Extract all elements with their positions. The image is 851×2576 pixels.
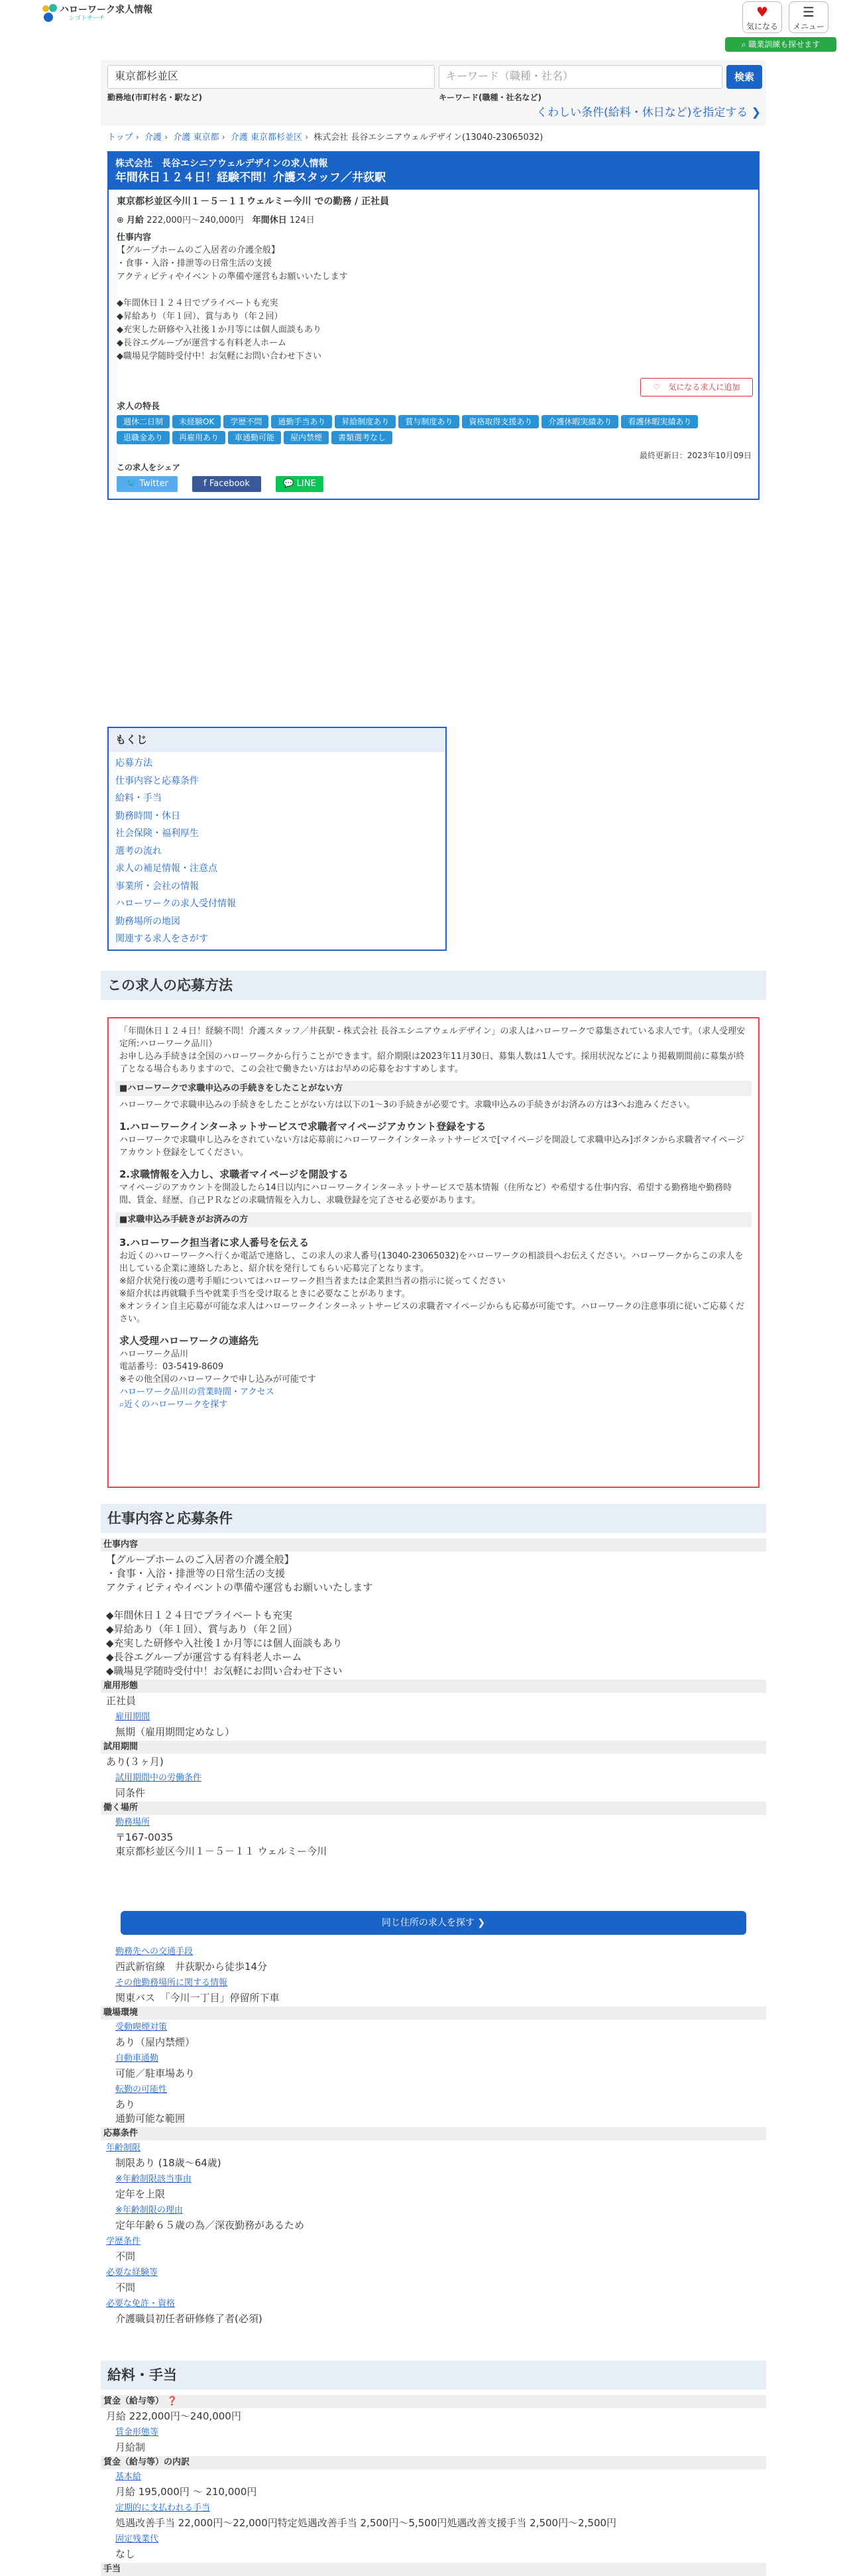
breadcrumb-care[interactable]: 介護 (144, 133, 162, 143)
pay-table (101, 2395, 766, 2576)
apply-intro: 「年間休日１２４日！経験不問！介護スタッフ／井荻駅 - 株式会社 長谷エシニアウェルデザイン」の求人はハローワークで募集されている求人です。（求人受理安定所:ハローワーク品川） (119, 1026, 746, 1049)
hw-name: ハローワーク品川 (119, 1349, 189, 1359)
toc-item[interactable]: 関連する求人をさがす (115, 934, 208, 944)
wage-form-value: 月給制 (115, 2441, 146, 2453)
wage-label-text: 賃金（給与等） (103, 2396, 164, 2406)
location-input[interactable]: 東京都杉並区 (107, 65, 435, 89)
feature-tag: 介護休暇実績あり (541, 415, 618, 428)
period-label: 雇用期間 (115, 1712, 150, 1722)
hw-access-link[interactable]: ハローワーク品川の営業時間・アクセス (119, 1387, 274, 1397)
search-button[interactable]: 検索 (726, 65, 762, 89)
age-value: 制限あり (18歳〜64歳) (115, 2157, 221, 2169)
heart-icon: ♥ (756, 4, 768, 20)
toc-title: もくじ (109, 728, 445, 752)
share-twitter-button[interactable] (117, 476, 178, 492)
apply-deadline: お申し込み手続きは全国のハローワークから行うことができます。紹介期限は2023年11月30日、募集人数は1人です。採用状況などにより掲載期間前に募集が終了となる場合もありますので、この会社で働きたい方はお早めの応募をおすすめします。 (119, 1052, 745, 1074)
step3-text: お近くのハローワークへ行くか電話で連絡し、この求人の求人番号(13040-23065032)をハローワークの相談員へお伝えください。ハローワークからこの求人を出している企業に連絡したあと、紹介状を発行してもらい応募完了となります。 ※紹介状発行後の選考手順についてはハローワーク担当者または企業担当者の指示に従ってください ※紹介状は再就職手当や就業手当を受け取るときに必要なことがあります。 ※オンライン自主応募が可能な求人はハローワークインターネットサービスの求職者マイページからも応募が可能です。ハローワークの注意事項に従いご応募ください。 (119, 1251, 745, 1324)
yen-icon: ⊕ (117, 215, 127, 225)
search-icon: ⌕ (741, 40, 749, 49)
site-logo[interactable] (41, 4, 152, 23)
advanced-search-link[interactable]: くわしい条件(給料・休日など)を指定する ❯ (536, 106, 761, 119)
line-label: LINE (296, 479, 316, 489)
feature-tag: 資格取得支援あり (462, 415, 539, 428)
share-facebook-button[interactable] (192, 476, 261, 492)
address-value: 〒167-0035 東京都杉並区今川１－５－１１ ウェルミー今川 (115, 1831, 327, 1857)
feature-tag: 退職金あり (117, 431, 170, 444)
feature-tag: 未経験OK (172, 415, 221, 428)
keyword-hint: キーワード(職種・社名など) (439, 93, 541, 102)
age-reason2-label: ※年齢制限の理由 (115, 2205, 183, 2215)
feature-tag: 看護休暇実績あり (621, 415, 698, 428)
line-icon: 💬 (283, 479, 297, 489)
salary-value: 222,000円〜240,000円 (146, 215, 244, 225)
toc-item[interactable]: 仕事内容と応募条件 (115, 775, 199, 786)
trial-value: あり(３ヶ月) (106, 1756, 164, 1768)
feature-tag: 書類選考なし (331, 431, 392, 444)
breakdown-label: 賃金（給与等）の内訳 (101, 2456, 766, 2469)
education-label: 学歴条件 (106, 2237, 141, 2246)
fixed-overtime-value: なし (115, 2548, 136, 2560)
toc-item[interactable]: 勤務場所の地図 (115, 916, 180, 927)
hw-tel: 電話番号：03-5419-8609 (119, 1362, 224, 1372)
age-reason1-value: 定年を上限 (115, 2188, 166, 2200)
help-icon[interactable]: ❓ (166, 2396, 178, 2406)
hw-find-link[interactable] (119, 1398, 748, 1411)
employment-label: 雇用形態 (101, 1680, 766, 1693)
job-location: 東京都杉並区今川１－５－１１ウェルミー今川 での勤務 / 正社員 (117, 196, 390, 207)
search-icon: ⌕ (119, 1400, 125, 1410)
feature-tag: 賞与制度あり (398, 415, 459, 428)
other-place-value: 関東バス 「今川一丁目」停留所下車 (115, 1992, 280, 2004)
logo-subtitle: シゴトサーチ (69, 15, 105, 22)
step2-title: 2.求職情報を入力し、求職者マイページを開設する (119, 1168, 349, 1180)
smoke-label: 受動喫煙対策 (115, 2022, 168, 2032)
logo-title: ハローワーク求人情報 (60, 4, 152, 15)
wage-form-label: 賃金形態等 (115, 2427, 159, 2437)
trial-cond-label: 試用期間中の労働条件 (115, 1773, 202, 1783)
breadcrumb-care-tokyo[interactable]: 介護 東京都 (173, 133, 219, 143)
education-value: 不問 (115, 2250, 136, 2262)
age-label: 年齢制限 (106, 2143, 141, 2153)
feature-tag: 再雇用あり (172, 431, 225, 444)
detail-table (101, 1538, 766, 1860)
add-favorite-button[interactable]: ♡ 気になる求人に追加 (640, 378, 753, 397)
salary-label: 月給 (127, 215, 144, 225)
transfer-value: あり 通勤可能な範囲 (115, 2099, 186, 2124)
base-pay-label: 基本給 (115, 2472, 142, 2482)
license-label: 必要な免許・資格 (106, 2299, 176, 2309)
pay-heading: 給料・手当 (101, 2361, 766, 2390)
favorites-label: 気になる (746, 22, 778, 31)
feature-tag: 学歴不問 (223, 415, 268, 428)
toc-item[interactable]: ハローワークの求人受付情報 (115, 898, 236, 909)
apply-new-note: ハローワークで求職申込みの手続きをしたことがない方は以下の1〜3の手続きが必要です。求職申込みの手続きがお済みの方は3へお進みください。 (119, 1100, 695, 1110)
job-card-header (109, 153, 758, 190)
period-value: 無期（雇用期間定めなし） (115, 1726, 235, 1738)
table-of-contents (107, 727, 447, 951)
place-label: 働く場所 (101, 1802, 766, 1815)
apply-heading: この求人の応募方法 (101, 971, 766, 1000)
requirements-label: 応募条件 (101, 2127, 766, 2140)
step1-text: ハローワークで求職申し込みをされていない方は応募前にハローワークインターネットサービスで[マイページを開設して求職申込み]ボタンから求職者マイページアカウント登録をしてください。 (119, 1135, 745, 1158)
wage-value: 月給 222,000円〜240,000円 (106, 2410, 241, 2422)
same-address-search-button[interactable]: 同じ住所の求人を探す ❯ (121, 1911, 746, 1935)
smoke-value: あり（屋内禁煙） (115, 2036, 196, 2048)
share-title: この求人をシェア (117, 463, 180, 472)
toc-item[interactable]: 求人の補足情報・注意点 (115, 863, 217, 874)
twitter-label: Twitter (139, 479, 168, 489)
site-header (0, 0, 851, 52)
breadcrumb-care-suginami[interactable]: 介護 東京都杉並区 (230, 133, 302, 143)
menu-button[interactable] (789, 1, 828, 33)
salary-holiday-row (117, 214, 750, 227)
base-pay-value: 月給 195,000円 〜 210,000円 (115, 2486, 257, 2498)
fixed-allowance-label: 定期的に支払われる手当 (115, 2503, 211, 2513)
feature-tag: 車通勤可能 (228, 431, 281, 444)
allowance-label: 手当 (101, 2563, 766, 2576)
breadcrumb: トップ › 介護 › 介護 東京都 › 介護 東京都杉並区 › 株式会社 長谷エシニアウェルデザイン(13040-23065032) (107, 133, 543, 143)
favorites-button[interactable] (742, 1, 782, 33)
share-line-button[interactable] (276, 476, 323, 492)
address-label: 勤務場所 (115, 1817, 150, 1827)
toc-item[interactable]: 事業所・会社の情報 (115, 881, 199, 892)
features-title: 求人の特長 (117, 402, 160, 412)
location-hint: 勤務地(市町村名・駅など) (107, 93, 202, 102)
hamburger-icon: ☰ (803, 4, 815, 20)
hw-find-label: 近くのハローワークを探す (124, 1400, 228, 1410)
env-label: 職場環境 (101, 2006, 766, 2020)
apply-sub-done: ■求職申込み手続きがお済みの方 (115, 1212, 752, 1227)
feature-tag: 通勤手当あり (271, 415, 332, 428)
job-description: 【グループホームのご入居者の介護全般】 ・食事・入浴・排泄等の日常生活の支援 アクティビティやイベントの準備や運営もお願いいたします ◆年間休日１２４日でプライベートも充実 ◆昇給あり（年１回）、賞与あり（年２回） ◆充実した研修や入社後１か月等には個人面談もあり ◆長谷エグループが運営する有料老人ホーム ◆職場見学随時受付中！お気軽にお問い合わせ下さい (117, 245, 348, 361)
other-place-label: その他勤務場所に関する情報 (115, 1978, 228, 1988)
job-desc-title: 仕事内容 (117, 232, 152, 243)
car-value: 可能／駐車場あり (115, 2067, 196, 2079)
company-name: 株式会社 長谷エシニアウェルデザインの求人情報 (115, 158, 328, 169)
keyword-input[interactable]: キーワード（職種・社名） (439, 65, 722, 89)
logo-mark-icon (41, 4, 60, 23)
feature-tag: 昇給制度あり (335, 415, 396, 428)
trial-cond-value: 同条件 (115, 1787, 146, 1799)
training-label: 職業訓練も探せます (748, 40, 821, 49)
toc-list (109, 752, 445, 951)
wage-label (101, 2395, 766, 2408)
twitter-icon: 🐦 (126, 479, 140, 489)
feature-tags (117, 414, 753, 446)
apply-sub-new: ■ハローワークで求職申込みの手続きをしたことがない方 (115, 1081, 752, 1096)
detail-heading: 仕事内容と応募条件 (101, 1504, 766, 1533)
job-features (117, 400, 753, 446)
toc-item[interactable]: 社会保険・福利厚生 (115, 828, 199, 839)
job-content-value: 【グループホームのご入居者の介護全般】 ・食事・入浴・排泄等の日常生活の支援 アクティビティやイベントの準備や運営もお願いいたします ◆年間休日１２４日でプライベートも充実 ◆昇給あり（年１回）、賞与あり（年２回） ◆充実した研修や入社後１か月等には個人面談もあり ◆長谷エグループが運営する有料老人ホーム ◆職場見学随時受付中！お気軽にお問い合わせ下さい (106, 1554, 373, 1677)
detail-table-2 (101, 1944, 766, 2327)
fixed-allowance-value: 処遇改善手当 22,000円〜22,000円特定処遇改善手当 2,500円〜5,500円処遇改善支援手当 2,500円〜2,500円 (115, 2517, 617, 2529)
step3-title: 3.ハローワーク担当者に求人番号を伝える (119, 1237, 310, 1249)
apply-method-box (107, 1017, 760, 1488)
holiday-value: 124日 (289, 215, 315, 225)
age-reason2-value: 定年年齢６５歳の為／深夜勤務があるため (115, 2219, 305, 2231)
trial-label: 試用期間 (101, 1741, 766, 1754)
training-search-button[interactable] (725, 37, 836, 52)
facebook-icon: f (203, 479, 209, 489)
job-content-label: 仕事内容 (101, 1538, 766, 1552)
hw-note: ※その他全国のハローワークで申し込みが可能です (119, 1375, 316, 1384)
menu-label: メニュー (792, 22, 824, 31)
last-updated: 最終更新日：2023年10月09日 (639, 451, 752, 460)
car-label: 自動車通勤 (115, 2054, 159, 2063)
employment-value: 正社員 (106, 1695, 137, 1707)
feature-tag: 週休二日制 (117, 415, 170, 428)
facebook-label: Facebook (209, 479, 250, 489)
step2-text: マイページのアカウントを開設したら14日以内にハローワークインターネットサービスで基本情報（住所など）や希望する仕事内容、希望する勤務地や勤務時間、賃金、経歴、自己ＰＲなどの求職情報を入力し、求職登録を完了させる必要があります。 (119, 1183, 732, 1205)
feature-tag: 屋内禁煙 (284, 431, 329, 444)
toc-item[interactable]: 選考の流れ (115, 845, 162, 857)
experience-label: 必要な経験等 (106, 2268, 158, 2278)
job-title: 年間休日１２４日！経験不問！介護スタッフ／井荻駅 (115, 171, 386, 184)
experience-value: 不問 (115, 2282, 136, 2294)
breadcrumb-current: 株式会社 長谷エシニアウェルデザイン(13040-23065032) (313, 133, 543, 143)
holiday-label: 年間休日 (252, 215, 287, 225)
access-label: 勤務先への交通手段 (115, 1947, 194, 1957)
license-value: 介護職員初任者研修修了者(必須) (115, 2313, 262, 2325)
transfer-label: 転勤の可能性 (115, 2085, 168, 2095)
search-panel (101, 60, 766, 126)
fixed-overtime-label: 固定残業代 (115, 2534, 159, 2544)
breadcrumb-top[interactable]: トップ (107, 133, 133, 143)
job-summary-card (107, 151, 760, 500)
toc-item[interactable]: 勤務時間・休日 (115, 810, 180, 822)
step1-title: 1.ハローワークインターネットサービスで求職者マイページアカウント登録をする (119, 1121, 486, 1133)
toc-item[interactable]: 応募方法 (115, 758, 152, 768)
access-value: 西武新宿線 井荻駅から徒歩14分 (115, 1961, 268, 1973)
hw-contact-title: 求人受理ハローワークの連絡先 (119, 1335, 259, 1347)
toc-item[interactable]: 給料・手当 (115, 793, 162, 804)
age-reason1-label: ※年齢制限該当事由 (115, 2174, 192, 2184)
